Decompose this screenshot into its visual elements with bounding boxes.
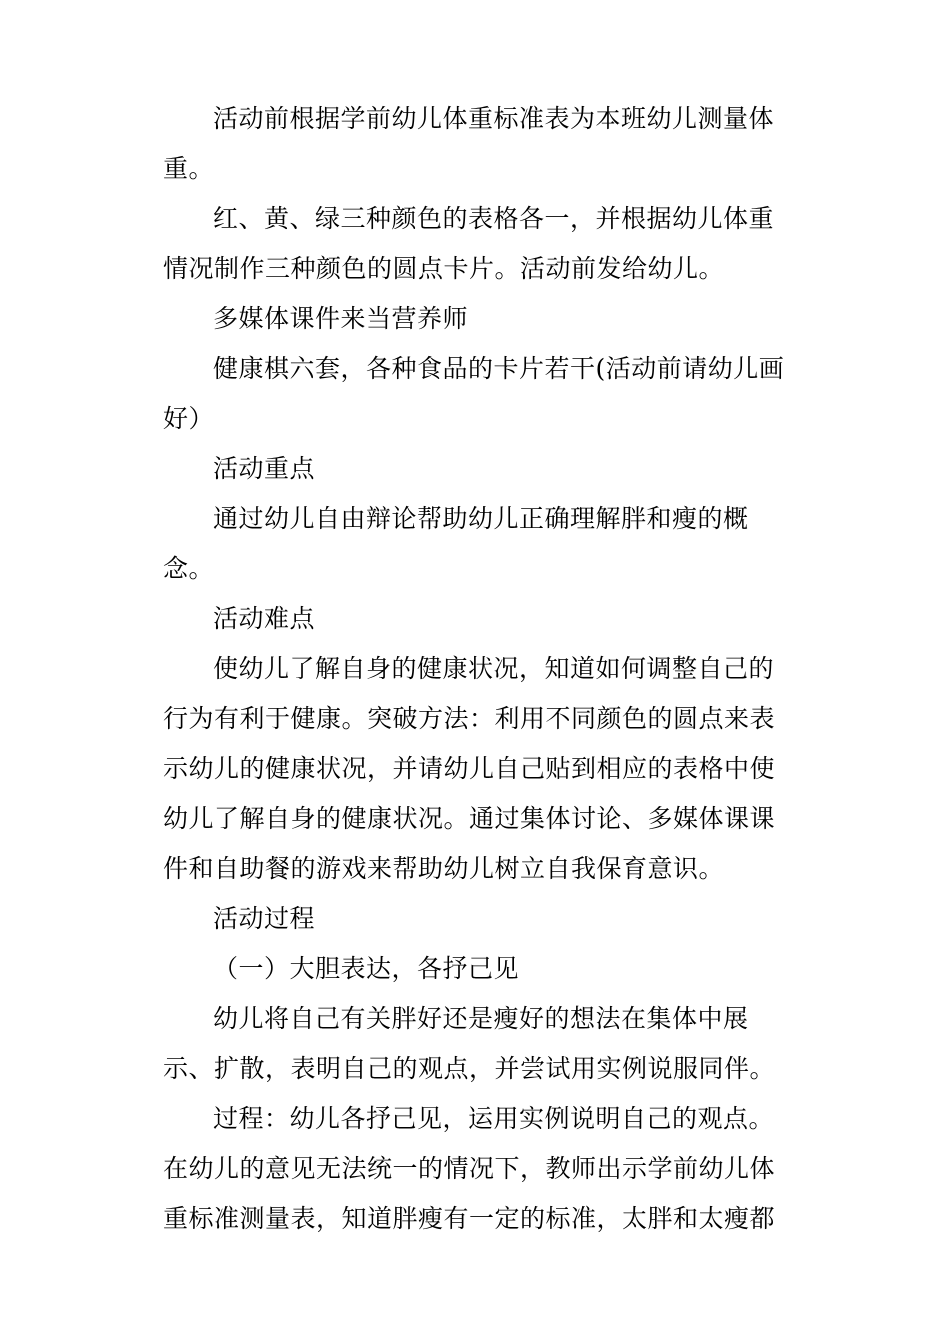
heading-key-points: 活动重点 <box>213 454 316 483</box>
heading-process: 活动过程 <box>213 904 316 933</box>
paragraph-weigh-children: 活动前根据学前幼儿体重标准表为本班幼儿测量体重。 <box>163 104 775 183</box>
paragraph-key-points: 通过幼儿自由辩论帮助幼儿正确理解胖和瘦的概念。 <box>163 504 749 583</box>
paragraph-health-chess: 健康棋六套，各种食品的卡片若干(活动前请幼儿画好） <box>163 354 785 433</box>
paragraph-multimedia: 多媒体课件来当营养师 <box>213 304 469 333</box>
paragraph-express-views: 幼儿将自己有关胖好还是瘦好的想法在集体中展示、扩散，表明自己的观点，并尝试用实例说服同伴。 <box>163 1004 776 1083</box>
paragraph-difficulties: 使幼儿了解自身的健康状况，知道如何调整自己的行为有利于健康。突破方法：利用不同颜色的圆点来表示幼儿的健康状况，并请幼儿自己贴到相应的表格中使幼儿了解自身的健康状况。通过集体讨论、多媒体课课件和自助餐的游戏来帮助幼儿树立自我保育意识。 <box>163 654 776 883</box>
paragraph-process-detail: 过程：幼儿各抒己见，运用实例说明自己的观点。在幼儿的意见无法统一的情况下，教师出示学前幼儿体重标准测量表，知道胖瘦有一定的标准，太胖和太瘦都 <box>163 1104 776 1233</box>
heading-difficulties: 活动难点 <box>213 604 316 633</box>
paragraph-color-tables: 红、黄、绿三种颜色的表格各一，并根据幼儿体重情况制作三种颜色的圆点卡片。活动前发给幼儿。 <box>163 204 775 283</box>
document-body <box>163 94 793 1244</box>
heading-step-one: （一）大胆表达，各抒己见 <box>213 954 520 983</box>
